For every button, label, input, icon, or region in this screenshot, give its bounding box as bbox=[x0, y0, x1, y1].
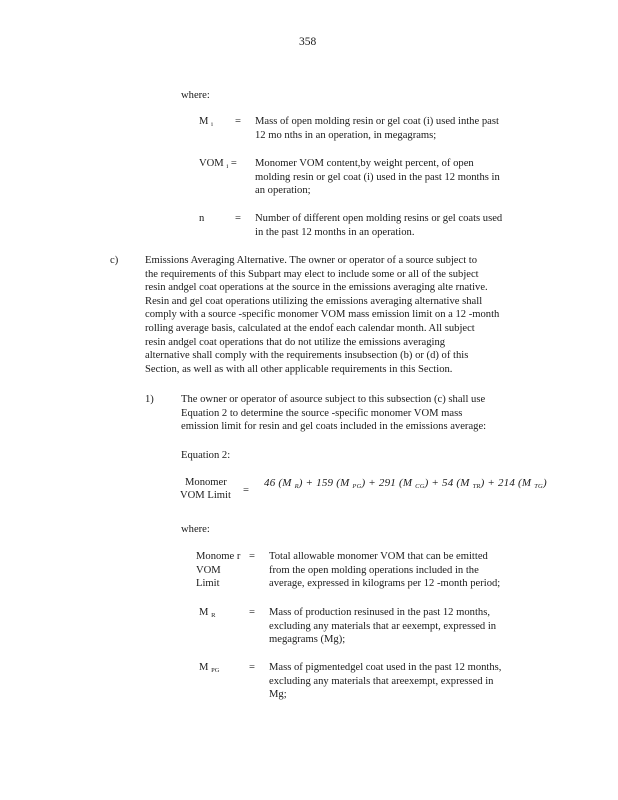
item-1-label: 1) bbox=[145, 394, 154, 405]
section-c-label: c) bbox=[110, 255, 119, 266]
def-equals-monomer-vom-limit: = bbox=[249, 551, 255, 562]
equation-term-tr: 54 (M $_{TR}$) + bbox=[442, 477, 498, 490]
equation-term-r: 46 (M $_R$) + bbox=[264, 477, 317, 490]
where-label-1: where: bbox=[181, 90, 210, 101]
equation-lhs-line1: Monomer bbox=[185, 477, 227, 488]
equation-term-pg: 159 (M $_{PG}$) + bbox=[316, 477, 379, 490]
def-symbol-mpg: M $_{PG}$ bbox=[199, 662, 220, 674]
def-text-n: Number of different open molding resins or gel coats used in the past 12 months in an operation. bbox=[255, 213, 503, 238]
equation-lhs-line2: VOM Limit bbox=[180, 490, 231, 501]
def-equals-mr: = bbox=[249, 607, 255, 618]
section-c-paragraph: Emissions Averaging Alternative. The owner or operator of a source subject to the requirements of this Subpart may elect to include some or all of the subject resin andgel coat operations at the source in the emissions averaging alte rnative. Resin and gel coat operations utilizing the emissions averaging alternative shall comply with a source -specific monomer VOM mass emission limit on a 12 -month rolling average basis, calculated at the endof each calendar month. All subject resin andgel coat operations that do not utilize the emissions averaging alternative shall comply with the requirements insubsection (b) or (d) of this Section, as well as with all other applicable requirements in this Section. bbox=[145, 255, 500, 375]
def-equals-n: = bbox=[235, 213, 241, 224]
def-symbol-vomi: VOM $_i$ = bbox=[199, 158, 237, 170]
def-equals-mpg: = bbox=[249, 662, 255, 673]
def-text-mr: Mass of production resinused in the past 12 months, excluding any materials that ar eexempt, expressed in megagrams (Mg); bbox=[269, 607, 497, 646]
def-equals-mi: = bbox=[235, 116, 241, 127]
equation-equals: = bbox=[243, 485, 249, 496]
item-1-paragraph: The owner or operator of asource subject to this subsection (c) shall use Equation 2 to determine the source -specific monomer VOM mass emission limit for resin and gel coats included in the emissions average: bbox=[181, 394, 487, 433]
equation-term-tg: 214 (M $_{TG}$) bbox=[497, 477, 547, 490]
def-symbol-mi: M $_i$ bbox=[199, 116, 213, 128]
page-number: 358 bbox=[299, 36, 317, 48]
equation-rhs bbox=[264, 477, 547, 490]
equation-term-cg: 291 (M $_{CG}$) + bbox=[378, 477, 442, 490]
def-text-mpg: Mass of pigmentedgel coat used in the past 12 months, excluding any materials that areexempt, expressed in Mg; bbox=[269, 662, 502, 701]
def-symbol-n: n bbox=[199, 213, 205, 224]
def-text-mi: Mass of open molding resin or gel coat (i) used inthe past 12 mo nths in an operation, in megagrams; bbox=[255, 116, 499, 141]
where-label-2: where: bbox=[181, 524, 210, 535]
def-symbol-mr: M $_R$ bbox=[199, 607, 216, 619]
def-text-monomer-vom-limit: Total allowable monomer VOM that can be emitted from the open molding operations included in the average, expressed in kilograms per 12 -month period; bbox=[269, 551, 501, 590]
equation-label: Equation 2: bbox=[181, 450, 231, 461]
def-symbol-monomer-vom-limit: Monome r VOM Limit bbox=[196, 551, 241, 590]
def-text-vomi: Monomer VOM content,by weight percent, of open molding resin or gel coat (i) used in the past 12 months in an operation; bbox=[255, 158, 500, 197]
